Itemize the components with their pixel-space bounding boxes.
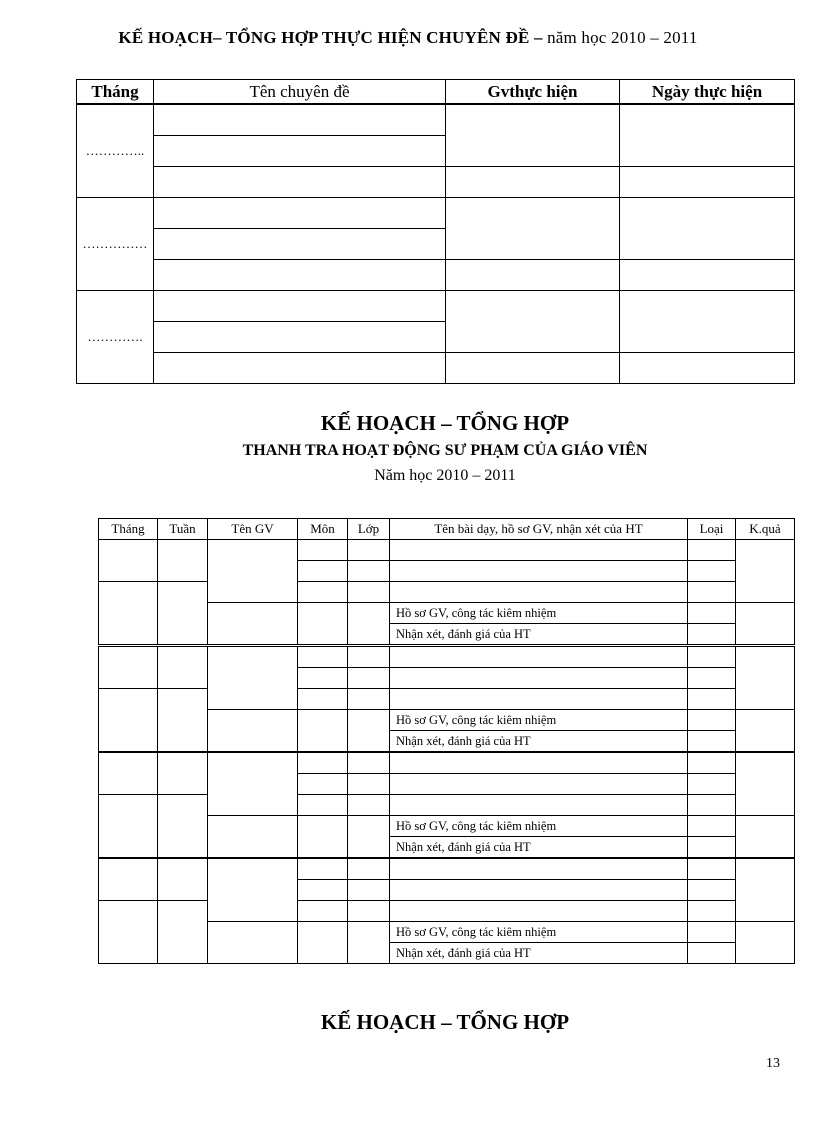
result-cell [736, 816, 795, 859]
subject-cell [298, 646, 348, 668]
class-cell [348, 540, 390, 561]
week-cell [158, 646, 208, 689]
col-subject: Môn [298, 519, 348, 540]
grade-cell [688, 731, 736, 753]
month-cell [99, 795, 158, 859]
class-cell [348, 561, 390, 582]
date-cell [620, 353, 795, 384]
week-cell [158, 689, 208, 753]
col-topic: Tên chuyên đề [154, 80, 446, 105]
inspection-subtitle: THANH TRA HOẠT ĐỘNG SƯ PHẠM CỦA GIÁO VIÊN [242, 442, 648, 459]
table-row [99, 646, 795, 668]
date-cell [620, 167, 795, 198]
inspection-year: Năm học 2010 – 2011 [374, 467, 516, 484]
lesson-cell [390, 880, 688, 901]
grade-cell [688, 624, 736, 646]
grade-cell [688, 582, 736, 603]
profile-row-label: Hồ sơ GV, công tác kiêm nhiệm [390, 603, 688, 624]
class-cell [348, 774, 390, 795]
topic-cell [154, 353, 446, 384]
grade-cell [688, 710, 736, 731]
table-row [99, 858, 795, 880]
table-row [77, 167, 795, 198]
teacher-name-cell [208, 858, 298, 922]
table-row [77, 353, 795, 384]
lesson-cell [390, 795, 688, 816]
subject-cell [298, 922, 348, 964]
grade-cell [688, 943, 736, 964]
table2-header-row [99, 519, 795, 540]
teacher-cell [446, 260, 620, 291]
result-cell [736, 603, 795, 646]
class-cell [348, 582, 390, 603]
lesson-cell [390, 689, 688, 710]
result-cell [736, 646, 795, 710]
table-row [99, 752, 795, 774]
lesson-cell [390, 774, 688, 795]
date-cell [620, 104, 795, 167]
table-row [77, 104, 795, 136]
subject-cell [298, 561, 348, 582]
class-cell [348, 710, 390, 753]
grade-cell [688, 880, 736, 901]
topic-cell [154, 136, 446, 167]
month-cell [99, 858, 158, 901]
lesson-cell [390, 901, 688, 922]
month-cell: ………….. [77, 104, 154, 198]
class-cell [348, 816, 390, 859]
class-cell [348, 646, 390, 668]
grade-cell [688, 668, 736, 689]
page-number: 13 [766, 1056, 780, 1071]
profile-row-label: Hồ sơ GV, công tác kiêm nhiệm [390, 710, 688, 731]
class-cell [348, 689, 390, 710]
month-cell [99, 646, 158, 689]
week-cell [158, 795, 208, 859]
lesson-cell [390, 582, 688, 603]
inspection-table [98, 518, 795, 964]
lesson-cell [390, 752, 688, 774]
teacher-name-cell [208, 752, 298, 816]
table-row [77, 291, 795, 322]
month-cell [99, 582, 158, 646]
teacher-name-cell [208, 540, 298, 603]
subject-cell [298, 774, 348, 795]
grade-cell [688, 603, 736, 624]
result-cell [736, 922, 795, 964]
date-cell [620, 260, 795, 291]
inspection-title: KẾ HOẠCH – TỔNG HỢP [320, 411, 570, 435]
grade-cell [688, 922, 736, 943]
result-cell [736, 858, 795, 922]
title-year: năm học 2010 – 2011 [547, 28, 698, 47]
class-cell [348, 858, 390, 880]
subject-cell [298, 668, 348, 689]
subject-cell [298, 795, 348, 816]
grade-cell [688, 561, 736, 582]
profile-row-label: Hồ sơ GV, công tác kiêm nhiệm [390, 922, 688, 943]
date-cell [620, 291, 795, 353]
review-row-label: Nhận xét, đánh giá của HT [390, 624, 688, 646]
lesson-cell [390, 646, 688, 668]
teacher-cell [446, 167, 620, 198]
month-cell [99, 901, 158, 964]
page-title [0, 28, 816, 48]
month-cell: …………… [77, 198, 154, 291]
subject-cell [298, 603, 348, 646]
subject-cell [298, 582, 348, 603]
col-month: Tháng [77, 80, 154, 105]
result-cell [736, 540, 795, 603]
profile-row-label: Hồ sơ GV, công tác kiêm nhiệm [390, 816, 688, 837]
table-row [99, 795, 795, 816]
table-row [99, 540, 795, 561]
class-cell [348, 880, 390, 901]
topic-plan-table [76, 79, 795, 384]
subject-cell [298, 710, 348, 753]
summary-title: KẾ HOẠCH – TỔNG HỢP [320, 1010, 570, 1034]
subject-cell [298, 858, 348, 880]
table-row [99, 689, 795, 710]
table-row [77, 198, 795, 229]
teacher-name-cell [208, 710, 298, 753]
grade-cell [688, 901, 736, 922]
review-row-label: Nhận xét, đánh giá của HT [390, 837, 688, 859]
week-cell [158, 582, 208, 646]
lesson-cell [390, 561, 688, 582]
title-bold: KẾ HOẠCH– TỔNG HỢP THỰC HIỆN CHUYÊN ĐỀ – [118, 28, 543, 47]
subject-cell [298, 901, 348, 922]
result-cell [736, 752, 795, 816]
col-grade: Loại [688, 519, 736, 540]
table-row [99, 901, 795, 922]
grade-cell [688, 774, 736, 795]
topic-cell [154, 322, 446, 353]
col-teacher: Gvthực hiện [446, 80, 620, 105]
teacher-name-cell [208, 816, 298, 859]
class-cell [348, 603, 390, 646]
col-lesson: Tên bài dạy, hồ sơ GV, nhận xét của HT [390, 519, 688, 540]
month-cell [99, 752, 158, 795]
week-cell [158, 901, 208, 964]
col-teacher-name: Tên GV [208, 519, 298, 540]
teacher-cell [446, 198, 620, 260]
teacher-name-cell [208, 603, 298, 646]
topic-cell [154, 291, 446, 322]
month-cell: …………. [77, 291, 154, 384]
grade-cell [688, 540, 736, 561]
grade-cell [688, 837, 736, 859]
topic-cell [154, 167, 446, 198]
teacher-name-cell [208, 646, 298, 710]
col-week: Tuần [158, 519, 208, 540]
grade-cell [688, 816, 736, 837]
class-cell [348, 795, 390, 816]
lesson-cell [390, 858, 688, 880]
topic-cell [154, 229, 446, 260]
review-row-label: Nhận xét, đánh giá của HT [390, 943, 688, 964]
col-month: Tháng [99, 519, 158, 540]
col-class: Lớp [348, 519, 390, 540]
topic-cell [154, 260, 446, 291]
subject-cell [298, 880, 348, 901]
table-row [77, 260, 795, 291]
review-row-label: Nhận xét, đánh giá của HT [390, 731, 688, 753]
week-cell [158, 540, 208, 582]
teacher-name-cell [208, 922, 298, 964]
month-cell [99, 540, 158, 582]
topic-cell [154, 104, 446, 136]
week-cell [158, 752, 208, 795]
week-cell [158, 858, 208, 901]
table1-header-row [77, 80, 795, 105]
lesson-cell [390, 668, 688, 689]
teacher-cell [446, 291, 620, 353]
class-cell [348, 901, 390, 922]
grade-cell [688, 752, 736, 774]
month-cell [99, 689, 158, 753]
topic-cell [154, 198, 446, 229]
class-cell [348, 668, 390, 689]
subject-cell [298, 816, 348, 859]
subject-cell [298, 540, 348, 561]
result-cell [736, 710, 795, 753]
teacher-cell [446, 353, 620, 384]
table-row [99, 582, 795, 603]
lesson-cell [390, 540, 688, 561]
date-cell [620, 198, 795, 260]
subject-cell [298, 752, 348, 774]
grade-cell [688, 795, 736, 816]
grade-cell [688, 646, 736, 668]
grade-cell [688, 858, 736, 880]
teacher-cell [446, 104, 620, 167]
grade-cell [688, 689, 736, 710]
col-result: K.quả [736, 519, 795, 540]
subject-cell [298, 689, 348, 710]
class-cell [348, 922, 390, 964]
col-date: Ngày thực hiện [620, 80, 795, 105]
class-cell [348, 752, 390, 774]
